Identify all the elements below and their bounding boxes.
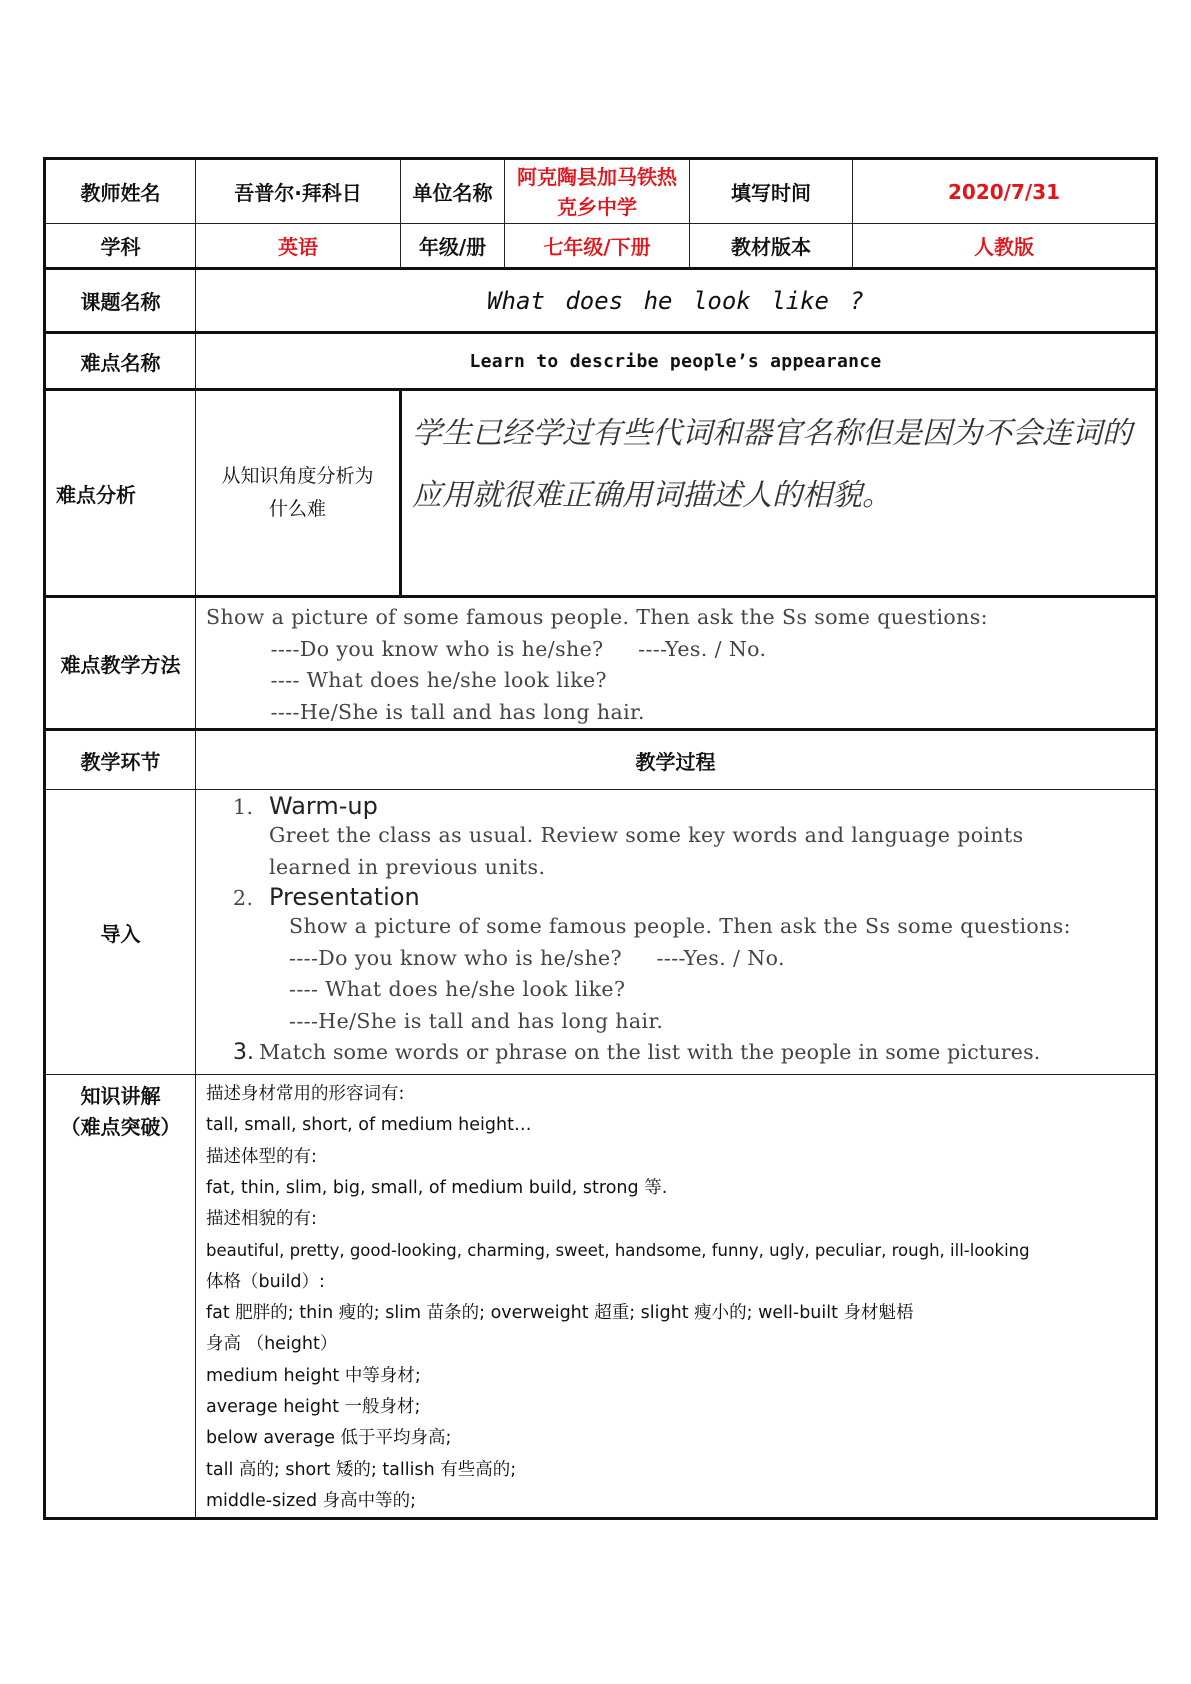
method-line: ----Do you know who is he/she? ----Yes. / No. (236, 636, 767, 661)
date-value: 2020/7/31 (853, 159, 1157, 224)
method-row (45, 597, 1157, 730)
lesson-plan-sheet (43, 157, 1155, 1520)
lesson-plan-table (43, 157, 1158, 1520)
analysis-text-line1: 学生已经学过有些代词和器官名称但是因为不会连词的 (412, 416, 1133, 451)
analysis-text-line2: 应用就很难正确用词描述人的相貌。 (412, 478, 893, 513)
intro-item-2-line: ----He/She is tall and has long hair. (289, 1008, 664, 1033)
edition-value: 人教版 (853, 224, 1157, 269)
knowledge-line: fat 肥胖的; thin 瘦的; slim 苗条的; overweight 超重; slight 瘦小的; well-built 身材魁梧 (206, 1303, 914, 1324)
intro-label: 导入 (45, 790, 196, 1075)
method-line: ----He/She is tall and has long hair. (236, 699, 645, 724)
unit-label: 单位名称 (401, 159, 505, 224)
topic-row (45, 269, 1157, 333)
knowledge-label (45, 1075, 196, 1519)
intro-item-1-number: 1. (233, 795, 254, 819)
knowledge-label-line1: 知识讲解 (80, 1084, 161, 1108)
knowledge-content (196, 1075, 1157, 1519)
method-label: 难点教学方法 (45, 597, 196, 730)
method-line: ---- What does he/she look like? (236, 668, 607, 692)
teacher-label: 教师姓名 (45, 159, 196, 224)
process-value: 教学过程 (196, 730, 1157, 790)
edition-label: 教材版本 (690, 224, 853, 269)
difficulty-label: 难点名称 (45, 333, 196, 390)
process-header-row (45, 730, 1157, 790)
intro-content (196, 790, 1157, 1075)
intro-item-3-number: 3. (233, 1040, 254, 1065)
knowledge-line: 体格（build）: (206, 1271, 325, 1292)
knowledge-line: middle-sized 身高中等的; (206, 1490, 417, 1511)
intro-item-3-text: Match some words or phrase on the list with the people in some pictures. (259, 1040, 1041, 1064)
subject-value: 英语 (196, 224, 401, 269)
knowledge-label-line2: （难点突破） (60, 1115, 181, 1139)
knowledge-line: beautiful, pretty, good-looking, charming, sweet, handsome, funny, ugly, peculiar, rough, ill-looking (206, 1241, 1030, 1261)
knowledge-line: 描述体型的有: (206, 1146, 317, 1167)
subject-label: 学科 (45, 224, 196, 269)
difficulty-value: Learn to describe people’s appearance (196, 333, 1157, 390)
intro-item-1-line: Greet the class as usual. Review some key words and language points (269, 823, 1024, 847)
unit-value-line2: 克乡中学 (557, 194, 638, 219)
intro-item-2-number: 2. (233, 886, 254, 910)
topic-label: 课题名称 (45, 269, 196, 333)
knowledge-line: medium height 中等身材; (206, 1365, 421, 1386)
analysis-label (45, 390, 196, 597)
knowledge-line: tall, small, short, of medium height… (206, 1115, 532, 1136)
process-label: 教学环节 (45, 730, 196, 790)
teacher-value: 吾普尔·拜科日 (196, 159, 401, 224)
analysis-text (401, 390, 1157, 597)
grade-value: 七年级/下册 (505, 224, 690, 269)
knowledge-line: 描述相貌的有: (206, 1209, 317, 1230)
unit-value-line1: 阿克陶县加马铁热 (517, 164, 678, 189)
intro-item-1-line: learned in previous units. (269, 854, 546, 879)
unit-value (505, 159, 690, 224)
topic-value: What does he look like ? (196, 269, 1157, 333)
knowledge-line: below average 低于平均身高; (206, 1428, 452, 1449)
analysis-label-text: 难点分析 (56, 482, 136, 507)
knowledge-line: tall 高的; short 矮的; tallish 有些高的; (206, 1459, 517, 1480)
intro-item-2-line: ----Do you know who is he/she? ----Yes. / No. (289, 945, 785, 970)
analysis-row (45, 390, 1157, 597)
grade-label: 年级/册 (401, 224, 505, 269)
intro-item-2-body (196, 911, 1155, 1037)
intro-item-3 (196, 1037, 1155, 1069)
method-text (196, 597, 1157, 730)
analysis-sub-label (196, 390, 401, 597)
intro-row (45, 790, 1157, 1075)
intro-item-2-title: Presentation (269, 883, 420, 911)
date-label: 填写时间 (690, 159, 853, 224)
header-row-2 (45, 224, 1157, 269)
difficulty-row (45, 333, 1157, 390)
intro-item-2-line: Show a picture of some famous people. Then ask the Ss some questions: (289, 914, 1071, 938)
header-row-1 (45, 159, 1157, 224)
knowledge-row (45, 1075, 1157, 1519)
analysis-sub-label-line2: 什么难 (269, 498, 327, 520)
analysis-sub-label-line1: 从知识角度分析为 (221, 465, 374, 487)
intro-item-1-title: Warm-up (269, 792, 378, 820)
intro-item-1 (196, 792, 1155, 820)
intro-item-2-line: ---- What does he/she look like? (289, 977, 626, 1001)
knowledge-line: 身高 （height） (206, 1334, 338, 1355)
intro-item-2 (196, 883, 1155, 911)
method-line: Show a picture of some famous people. Then ask the Ss some questions: (206, 605, 988, 629)
knowledge-line: fat, thin, slim, big, small, of medium build, strong 等. (206, 1177, 668, 1198)
knowledge-line: 描述身材常用的形容词有: (206, 1084, 405, 1104)
knowledge-line: average height 一般身材; (206, 1396, 421, 1417)
intro-item-1-body (196, 820, 1155, 883)
